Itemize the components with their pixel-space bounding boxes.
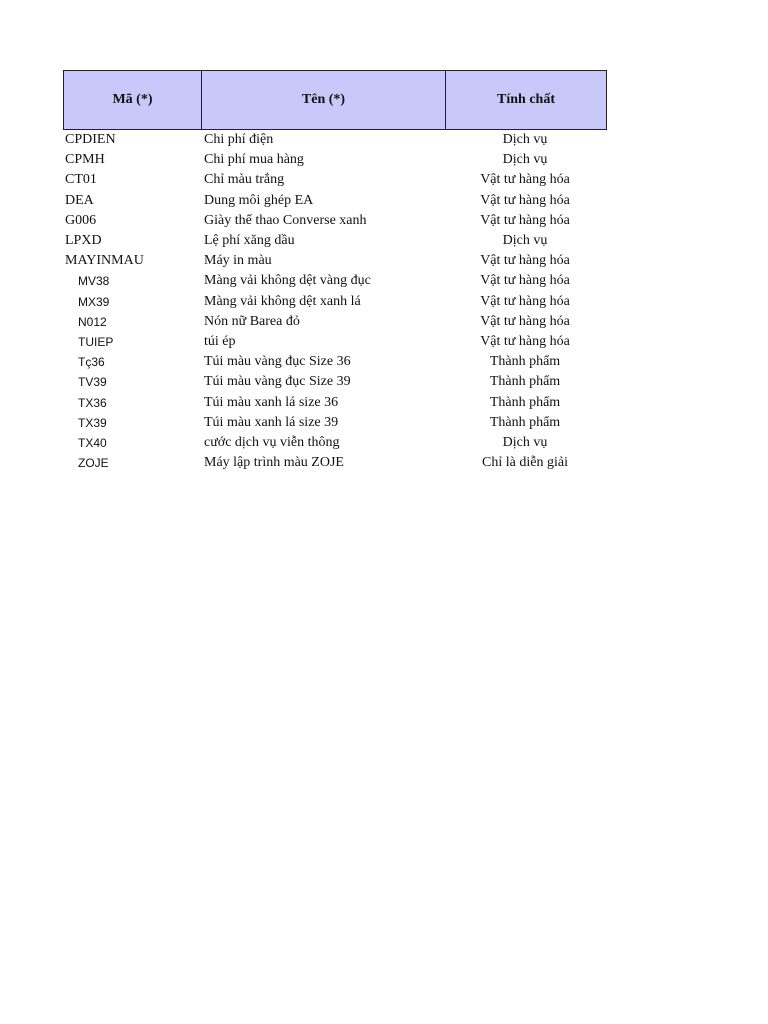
- name-cell[interactable]: Dung môi ghép EA: [204, 192, 314, 208]
- name-cell[interactable]: Túi màu xanh lá size 39: [204, 414, 339, 430]
- kind-cell[interactable]: Vật tư hàng hóa: [480, 273, 570, 289]
- kind-cell[interactable]: Thành phẩm: [489, 394, 561, 410]
- code-cell[interactable]: Tç36: [78, 355, 105, 370]
- kind-cell[interactable]: Thành phẩm: [489, 354, 561, 370]
- kind-cell[interactable]: Dịch vụ: [502, 152, 548, 168]
- name-cell[interactable]: Máy in màu: [204, 253, 272, 269]
- name-cell[interactable]: Túi màu vàng đục Size 36: [204, 354, 351, 370]
- name-cell[interactable]: Màng vải không dệt xanh lá: [204, 293, 361, 309]
- name-cell[interactable]: Túi màu xanh lá size 36: [204, 394, 339, 410]
- table-row[interactable]: [63, 130, 607, 150]
- name-cell[interactable]: Giày thể thao Converse xanh: [204, 212, 367, 228]
- table-row[interactable]: [63, 413, 607, 433]
- table-row[interactable]: [63, 170, 607, 190]
- table-row[interactable]: [63, 392, 607, 412]
- code-cell[interactable]: TX39: [78, 415, 107, 430]
- table-row[interactable]: [63, 433, 607, 453]
- table-row[interactable]: [63, 150, 607, 170]
- kind-cell[interactable]: Vật tư hàng hóa: [480, 313, 570, 329]
- name-cell[interactable]: Chi phí điện: [204, 132, 274, 148]
- name-cell[interactable]: Màng vải không dệt vàng đục: [204, 273, 371, 289]
- kind-cell[interactable]: Vật tư hàng hóa: [480, 172, 570, 188]
- table-row[interactable]: [63, 231, 607, 251]
- table-row[interactable]: [63, 312, 607, 332]
- table-row[interactable]: [63, 453, 607, 473]
- name-cell[interactable]: túi ép: [204, 333, 236, 349]
- kind-cell[interactable]: Dịch vụ: [502, 233, 548, 249]
- header-code[interactable]: Mã (*): [64, 71, 202, 129]
- item-table: [63, 70, 607, 473]
- table-row[interactable]: [63, 271, 607, 291]
- code-cell[interactable]: TX40: [78, 435, 107, 450]
- table-row[interactable]: [63, 332, 607, 352]
- code-cell[interactable]: LPXD: [65, 233, 102, 249]
- table-row[interactable]: [63, 352, 607, 372]
- kind-cell[interactable]: Thành phẩm: [489, 374, 561, 390]
- code-cell[interactable]: MAYINMAU: [65, 253, 144, 269]
- code-cell[interactable]: MX39: [78, 294, 110, 309]
- kind-cell[interactable]: Vật tư hàng hóa: [480, 253, 570, 269]
- code-cell[interactable]: G006: [65, 212, 97, 228]
- code-cell[interactable]: MV38: [78, 274, 110, 289]
- code-cell[interactable]: TX36: [78, 395, 107, 410]
- code-cell[interactable]: CT01: [65, 172, 97, 188]
- code-cell[interactable]: N012: [78, 314, 107, 329]
- kind-cell[interactable]: Dịch vụ: [502, 434, 548, 450]
- table-row[interactable]: [63, 211, 607, 231]
- kind-cell[interactable]: Vật tư hàng hóa: [480, 333, 570, 349]
- table-row[interactable]: [63, 251, 607, 271]
- name-cell[interactable]: Lệ phí xăng dầu: [204, 233, 295, 249]
- table-body: [63, 130, 607, 473]
- code-cell[interactable]: TV39: [78, 375, 107, 390]
- kind-cell[interactable]: Chỉ là diễn giải: [482, 455, 568, 471]
- table-row[interactable]: [63, 372, 607, 392]
- header-kind[interactable]: Tính chất: [497, 92, 555, 107]
- code-cell[interactable]: CPDIEN: [65, 132, 116, 148]
- code-cell[interactable]: TUIEP: [78, 334, 114, 349]
- table-row[interactable]: [63, 191, 607, 211]
- table-row[interactable]: [63, 292, 607, 312]
- code-cell[interactable]: CPMH: [65, 152, 105, 168]
- kind-cell[interactable]: Vật tư hàng hóa: [480, 293, 570, 309]
- kind-cell[interactable]: Vật tư hàng hóa: [480, 212, 570, 228]
- name-cell[interactable]: Máy lập trình màu ZOJE: [204, 455, 344, 471]
- code-cell[interactable]: DEA: [65, 192, 94, 208]
- name-cell[interactable]: cước dịch vụ viễn thông: [204, 434, 340, 450]
- name-cell[interactable]: Nón nữ Barea đỏ: [204, 313, 300, 329]
- table-header: [63, 70, 607, 130]
- code-cell[interactable]: ZOJE: [78, 456, 109, 471]
- kind-cell[interactable]: Dịch vụ: [502, 132, 548, 148]
- header-name[interactable]: Tên (*): [202, 71, 446, 129]
- name-cell[interactable]: Chỉ màu trắng: [204, 172, 285, 188]
- name-cell[interactable]: Chi phí mua hàng: [204, 152, 304, 168]
- kind-cell[interactable]: Vật tư hàng hóa: [480, 192, 570, 208]
- name-cell[interactable]: Túi màu vàng đục Size 39: [204, 374, 351, 390]
- kind-cell[interactable]: Thành phẩm: [489, 414, 561, 430]
